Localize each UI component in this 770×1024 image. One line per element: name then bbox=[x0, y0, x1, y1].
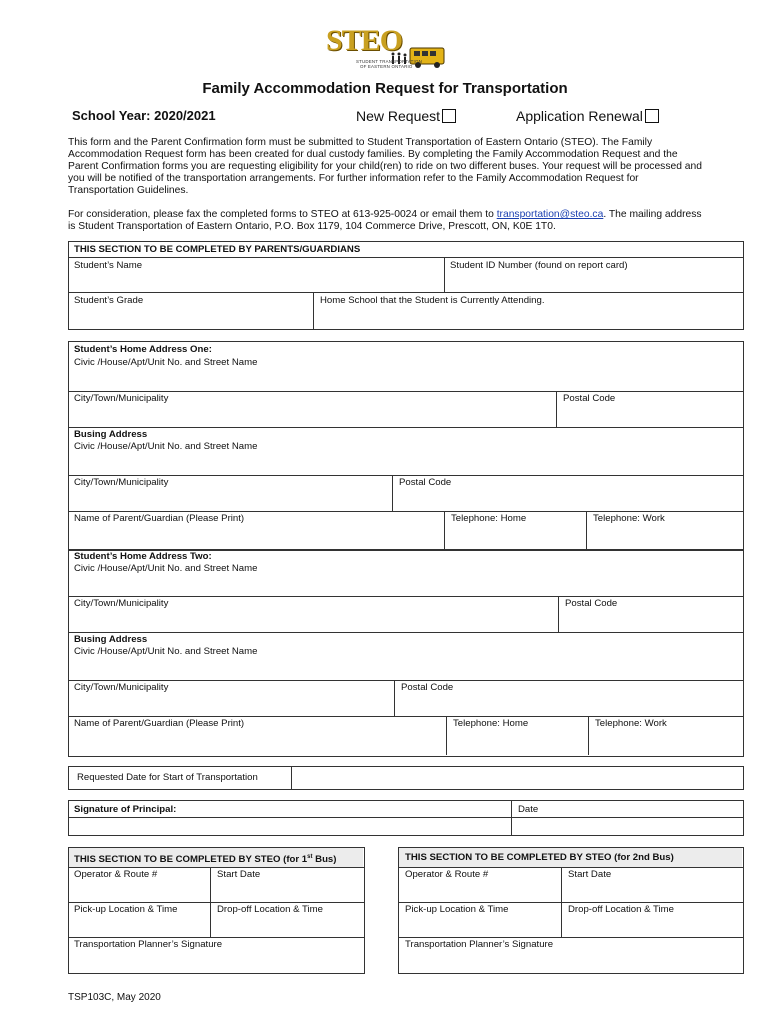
principal-signature-field[interactable] bbox=[69, 818, 510, 833]
address-one-city-field[interactable] bbox=[69, 405, 555, 426]
address-one-busing-header: Busing Address bbox=[74, 429, 148, 440]
requested-date-label: Requested Date for Start of Transportation bbox=[77, 772, 258, 783]
student-name-field[interactable] bbox=[69, 272, 443, 292]
steo1-dropoff-label: Drop-off Location & Time bbox=[217, 904, 323, 915]
steo2-dropoff-field[interactable] bbox=[563, 916, 741, 936]
student-grade-label: Student’s Grade bbox=[74, 295, 144, 306]
address-two-parent-name-label: Name of Parent/Guardian (Please Print) bbox=[74, 718, 245, 729]
submission-paragraph bbox=[68, 209, 704, 233]
logo-subtitle-1: STUDENT TRANSPORTATION bbox=[356, 59, 422, 64]
address-one-busing-city-field[interactable] bbox=[69, 489, 391, 510]
application-renewal-option[interactable] bbox=[516, 108, 659, 124]
address-one-postal-label: Postal Code bbox=[563, 393, 616, 404]
address-two-header: Student’s Home Address Two: bbox=[74, 551, 212, 562]
steo2-planner-signature-field[interactable] bbox=[399, 951, 741, 971]
address-two-busing-header: Busing Address bbox=[74, 634, 148, 645]
address-two-busing-postal-label: Postal Code bbox=[401, 682, 454, 693]
address-one-header: Student’s Home Address One: bbox=[74, 344, 212, 355]
new-request-label: New Request bbox=[356, 108, 441, 124]
steo1-start-date-field[interactable] bbox=[212, 881, 362, 901]
new-request-checkbox[interactable] bbox=[442, 109, 456, 123]
steo-first-bus-header-post: Bus) bbox=[312, 854, 337, 866]
home-school-field[interactable] bbox=[315, 307, 742, 328]
address-two-civic-field[interactable] bbox=[69, 575, 741, 595]
submission-text-a: For consideration, please fax the completed forms to STEO at 613-925-0024 or email them to bbox=[68, 209, 497, 220]
address-two-tel-work-label: Telephone: Work bbox=[595, 718, 667, 729]
steo2-start-date-field[interactable] bbox=[563, 881, 741, 901]
steo2-pickup-field[interactable] bbox=[399, 916, 560, 936]
steo1-start-date-label: Start Date bbox=[217, 869, 261, 880]
address-two-tel-home-field[interactable] bbox=[448, 730, 587, 754]
school-year: School Year: 2020/2021 bbox=[72, 108, 216, 123]
steo1-planner-signature-field[interactable] bbox=[69, 951, 362, 971]
address-one-tel-work-label: Telephone: Work bbox=[593, 513, 665, 524]
steo2-operator-label: Operator & Route # bbox=[405, 869, 489, 880]
student-name-label: Student’s Name bbox=[74, 260, 143, 271]
form-footer-code: TSP103C, May 2020 bbox=[68, 992, 161, 1003]
address-two-parent-name-field[interactable] bbox=[69, 730, 445, 754]
address-one-busing-civic-field[interactable] bbox=[69, 453, 741, 474]
address-one-civic-field[interactable] bbox=[69, 369, 741, 389]
logo-wordmark: STEO bbox=[326, 24, 403, 57]
home-school-label: Home School that the Student is Currently Attending. bbox=[320, 295, 545, 306]
steo2-planner-signature-label: Transportation Planner’s Signature bbox=[405, 939, 554, 950]
steo2-operator-field[interactable] bbox=[399, 881, 560, 901]
address-one-tel-home-field[interactable] bbox=[446, 525, 585, 548]
steo1-pickup-label: Pick-up Location & Time bbox=[74, 904, 178, 915]
address-one-busing-postal-label: Postal Code bbox=[399, 477, 452, 488]
new-request-option[interactable] bbox=[356, 108, 456, 124]
application-renewal-checkbox[interactable] bbox=[645, 109, 659, 123]
intro-paragraph: This form and the Parent Confirmation form must be submitted to Student Transportation of Eastern Ontario (STEO). The Family Accommodation Request form has been created for dual custody families. By completing the Family Accommodation Request and the Parent Confirmation forms you are requesting eligibility for your child(ren) to ride on two different buses. Your request will be processed and you will be notified of the transportation arrangements. For further information refer to the Family Accommodation Request for Transportation Guidelines. bbox=[68, 137, 702, 196]
steo2-dropoff-label: Drop-off Location & Time bbox=[568, 904, 674, 915]
steo-first-bus-header-pre: THIS SECTION TO BE COMPLETED BY STEO (for 1 bbox=[74, 854, 308, 866]
address-two-tel-work-field[interactable] bbox=[590, 730, 741, 754]
address-one-busing-postal-field[interactable] bbox=[394, 489, 741, 510]
email-link[interactable]: transportation@steo.ca bbox=[496, 209, 604, 220]
address-two-busing-city-label: City/Town/Municipality bbox=[74, 682, 169, 693]
address-two-civic-label: Civic /House/Apt/Unit No. and Street Name bbox=[74, 563, 258, 574]
logo-subtitle-2: OF EASTERN ONTARIO bbox=[360, 64, 413, 69]
student-grade-field[interactable] bbox=[69, 307, 312, 328]
steo1-planner-signature-label: Transportation Planner’s Signature bbox=[74, 939, 223, 950]
steo-first-bus-header bbox=[74, 852, 336, 865]
steo-logo bbox=[326, 26, 446, 72]
steo1-operator-label: Operator & Route # bbox=[74, 869, 158, 880]
address-one-parent-name-label: Name of Parent/Guardian (Please Print) bbox=[74, 513, 245, 524]
address-one-postal-field[interactable] bbox=[558, 405, 741, 426]
steo-second-bus-header: THIS SECTION TO BE COMPLETED BY STEO (for 2nd Bus) bbox=[405, 852, 674, 863]
address-two-city-label: City/Town/Municipality bbox=[74, 598, 169, 609]
address-one-busing-city-label: City/Town/Municipality bbox=[74, 477, 169, 488]
address-two-tel-home-label: Telephone: Home bbox=[453, 718, 529, 729]
address-one-city-label: City/Town/Municipality bbox=[74, 393, 169, 404]
address-two-busing-postal-field[interactable] bbox=[396, 694, 741, 715]
steo-first-bus-header-sup: st bbox=[307, 854, 313, 860]
address-two-postal-label: Postal Code bbox=[565, 598, 618, 609]
address-one-tel-home-label: Telephone: Home bbox=[451, 513, 527, 524]
principal-date-field[interactable] bbox=[513, 818, 741, 833]
parents-section-header: THIS SECTION TO BE COMPLETED BY PARENTS/GUARDIANS bbox=[74, 244, 361, 255]
address-two-city-field[interactable] bbox=[69, 610, 557, 631]
address-one-busing-civic-label: Civic /House/Apt/Unit No. and Street Name bbox=[74, 441, 258, 452]
address-two-busing-civic-field[interactable] bbox=[69, 658, 741, 679]
address-two-postal-field[interactable] bbox=[560, 610, 741, 631]
steo1-pickup-field[interactable] bbox=[69, 916, 209, 936]
address-two-busing-city-field[interactable] bbox=[69, 694, 393, 715]
principal-signature-label: Signature of Principal: bbox=[74, 804, 177, 815]
principal-date-label: Date bbox=[518, 804, 539, 815]
steo1-operator-field[interactable] bbox=[69, 881, 209, 901]
address-one-parent-name-field[interactable] bbox=[69, 525, 443, 548]
requested-date-field[interactable] bbox=[293, 767, 741, 788]
application-renewal-label: Application Renewal bbox=[516, 108, 643, 124]
steo2-start-date-label: Start Date bbox=[568, 869, 612, 880]
submission-text-b: . The mailing address is Student Transportation of Eastern Ontario, P.O. Box 1179, 104 Commerce Drive, Prescott, ON, K0E 1T0. bbox=[68, 209, 702, 232]
address-one-tel-work-field[interactable] bbox=[588, 525, 741, 548]
steo1-dropoff-field[interactable] bbox=[212, 916, 362, 936]
address-one-civic-label: Civic /House/Apt/Unit No. and Street Name bbox=[74, 357, 258, 368]
address-two-busing-civic-label: Civic /House/Apt/Unit No. and Street Name bbox=[74, 646, 258, 657]
student-id-label: Student ID Number (found on report card) bbox=[450, 260, 628, 271]
steo2-pickup-label: Pick-up Location & Time bbox=[405, 904, 509, 915]
student-id-field[interactable] bbox=[446, 272, 742, 292]
form-title: Family Accommodation Request for Transportation bbox=[202, 80, 568, 97]
